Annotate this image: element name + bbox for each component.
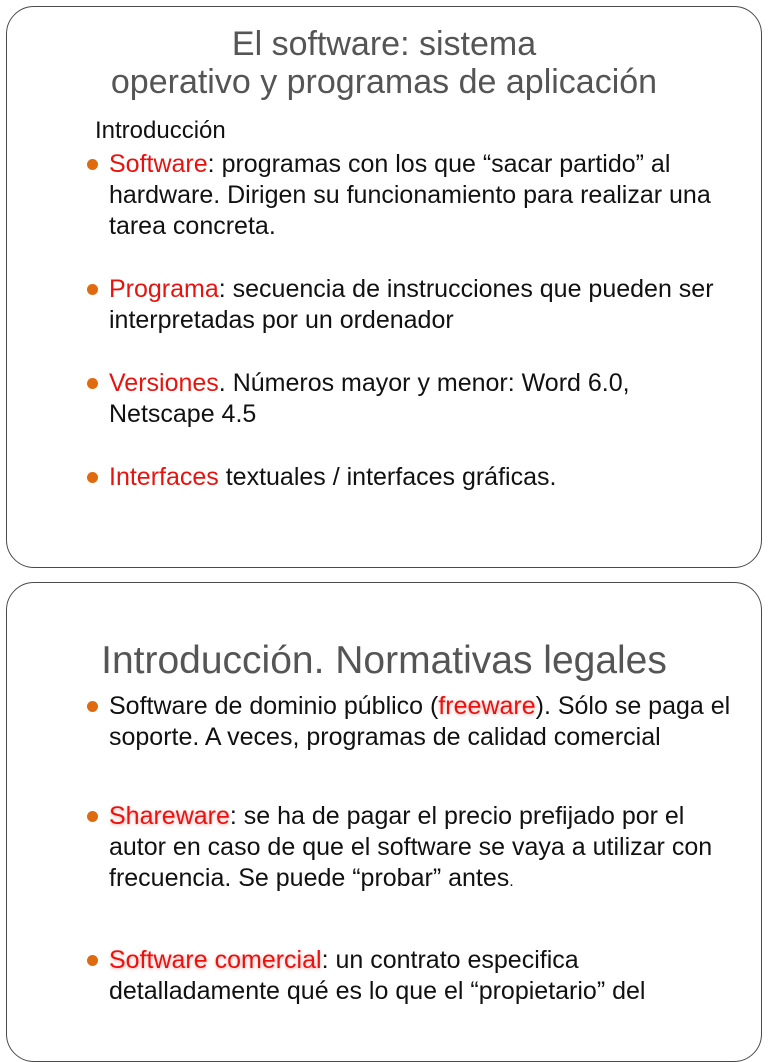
subheading: Introducción <box>95 117 226 144</box>
bullet-text: . Números mayor y menor: Word 6.0, Netscape 4.5 <box>109 369 630 428</box>
bullet-list <box>7 691 761 1007</box>
list-item <box>7 801 761 897</box>
title-line-1: El software: sistema <box>231 25 537 63</box>
bullet-end: . <box>509 873 514 890</box>
list-item <box>7 274 761 336</box>
bullet-text: ). Sólo se paga el soporte. A veces, programas de calidad comercial <box>109 692 731 751</box>
keyword: Shareware <box>109 802 230 830</box>
keyword: Software comercial <box>109 946 322 974</box>
list-item <box>7 368 761 430</box>
bullet-dot-icon <box>87 159 98 170</box>
keyword: freeware <box>438 692 536 720</box>
slide-1 <box>6 6 762 568</box>
bullet-dot-icon <box>87 701 98 712</box>
keyword: Programa <box>109 275 219 303</box>
slide-title: Introducción. Normativas legales <box>101 639 667 682</box>
bullet-prefix: Software de dominio público ( <box>109 692 439 720</box>
bullet-dot-icon <box>87 284 98 295</box>
title-line-2: operativo y programas de aplicación <box>110 63 658 101</box>
keyword: Versiones <box>109 369 219 397</box>
bullet-dot-icon <box>87 955 98 966</box>
keyword: Interfaces <box>109 463 219 491</box>
bullet-dot-icon <box>87 811 98 822</box>
keyword: Software <box>109 150 208 178</box>
bullet-text: : secuencia de instrucciones que pueden ser interpretadas por un ordenador <box>109 275 714 334</box>
list-item <box>7 149 761 242</box>
list-item <box>7 691 761 753</box>
bullet-text: textuales / interfaces gráficas. <box>218 463 557 491</box>
bullet-text: : programas con los que “sacar partido” al hardware. Dirigen su funcionamiento para realizar una tarea concreta. <box>109 150 711 240</box>
bullet-dot-icon <box>87 378 98 389</box>
list-item <box>7 462 761 493</box>
bullet-text: : un contrato especifica detalladamente qué es lo que el “propietario” del <box>109 946 646 1005</box>
list-item <box>7 945 761 1007</box>
bullet-list <box>7 149 761 493</box>
bullet-dot-icon <box>87 472 98 483</box>
slide-2 <box>6 582 762 1062</box>
bullet-text: : se ha de pagar el precio prefijado por el autor en caso de que el software se vaya a utilizar con frecuencia. Se puede “probar” antes <box>109 802 713 892</box>
slide-title <box>7 25 761 101</box>
